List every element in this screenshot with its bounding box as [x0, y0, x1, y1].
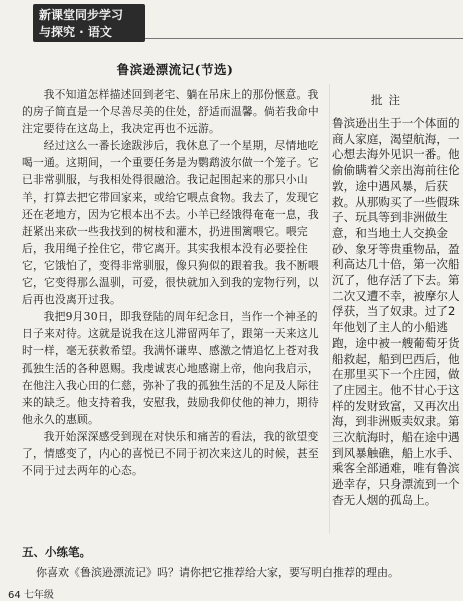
column-divider	[329, 84, 330, 534]
article-paragraph: 我开始深深感受到现在对快乐和痛苦的看法，我的欲望变了，情感变了，内心的喜悦已不同于初次来这儿的时候，甚至不同于过去两年的心态。	[22, 429, 319, 478]
exercise-question: 你喜欢《鲁滨逊漂流记》吗？请你把它推荐给大家，要写明白推荐的理由。	[36, 566, 399, 579]
page-number: 64 七年级	[8, 590, 54, 601]
page-header	[0, 0, 463, 46]
article-paragraph: 经过这么一番长途跋涉后，我休息了一个星期，尽情地吃喝一通。这期间，一个重要任务是为鹦鹉波尔做一个笼子。它已非常驯服，与我相处得很融洽。我记起围起来的那只小山羊，打算去把它带回家来，或给它喂点食物。我去了，发现它还在老地方，因为它根本出不去。小羊已经饿得奄奄一息，我赶紧出来砍一些我找到的树枝和灌木，扔进围篱喂它。喂完后，我用绳子拴住它，带它离开。其实我根本没有必要拴住它，它饿怕了，变得非常驯服，像只狗似的跟着我。我不断喂它，它变得那么温驯，可爱，很快就加入到我的宠物行列，以后再也没离开过我。	[22, 139, 319, 307]
header-rule	[145, 38, 463, 39]
brand-line-1: 新课堂同步学习	[39, 8, 124, 22]
exercise-heading: 五、小练笔。	[22, 545, 91, 559]
series-brand-box	[33, 4, 145, 42]
article-paragraph: 我把9月30日，即我登陆的周年纪念日，当作一个神圣的日子来对待。这就是说我在这儿滞留两年了，跟第一天来这儿时一样，毫无获救希望。我满怀谦卑、感激之情追忆上苍对我孤独生活的各种恩赐。我虔诚衷心地感谢上帝，他向我启示，在他注入我心田的仁慈，弥补了我的孤独生活的不足及人际往来的缺乏。他支持着我，安慰我，鼓励我仰仗他的神力，期待他永久的惠顾。	[22, 310, 319, 426]
annotation-text: 鲁滨逊出生于一个体面的商人家庭，渴望航海，一心想去海外见识一番。他偷偷瞒着父亲出海前往伦敦，途中遇风暴，后获救。从那购买了一些假珠子、玩具等到非洲做生意，和当地土人交换金砂、象牙等贵重物品，盈利高达几十倍，第一次船沉了，他存活了下去。第二次又遭不幸，被摩尔人俘获，当了奴隶。过了2年他划了主人的小船逃跑，途中被一艘葡萄牙货船救起，船到巴西后，他在那里买下一个庄园，做了庄园主。他不甘心于这样的发财致富，又再次出海，到非洲贩卖奴隶。第三次航海时，船在途中遇到风暴触礁，船上水手、乘客全部通难，唯有鲁滨逊幸存，只身漂流到一个杳无人烟的孤岛上。	[332, 116, 460, 507]
article-paragraph: 我不知道怎样描述回到老宅、躺在吊床上的那份惬意。我的房子简直是一个尽善尽美的住处，舒适而温馨。倘若我命中注定要待在这岛上，我决定再也不远游。	[22, 88, 319, 136]
article-column	[22, 60, 328, 479]
annotation-title: 批注	[371, 93, 406, 107]
article-title: 鲁滨逊漂流记(节选)	[116, 62, 234, 77]
brand-line-2: 与探究 · 语文	[39, 25, 112, 39]
